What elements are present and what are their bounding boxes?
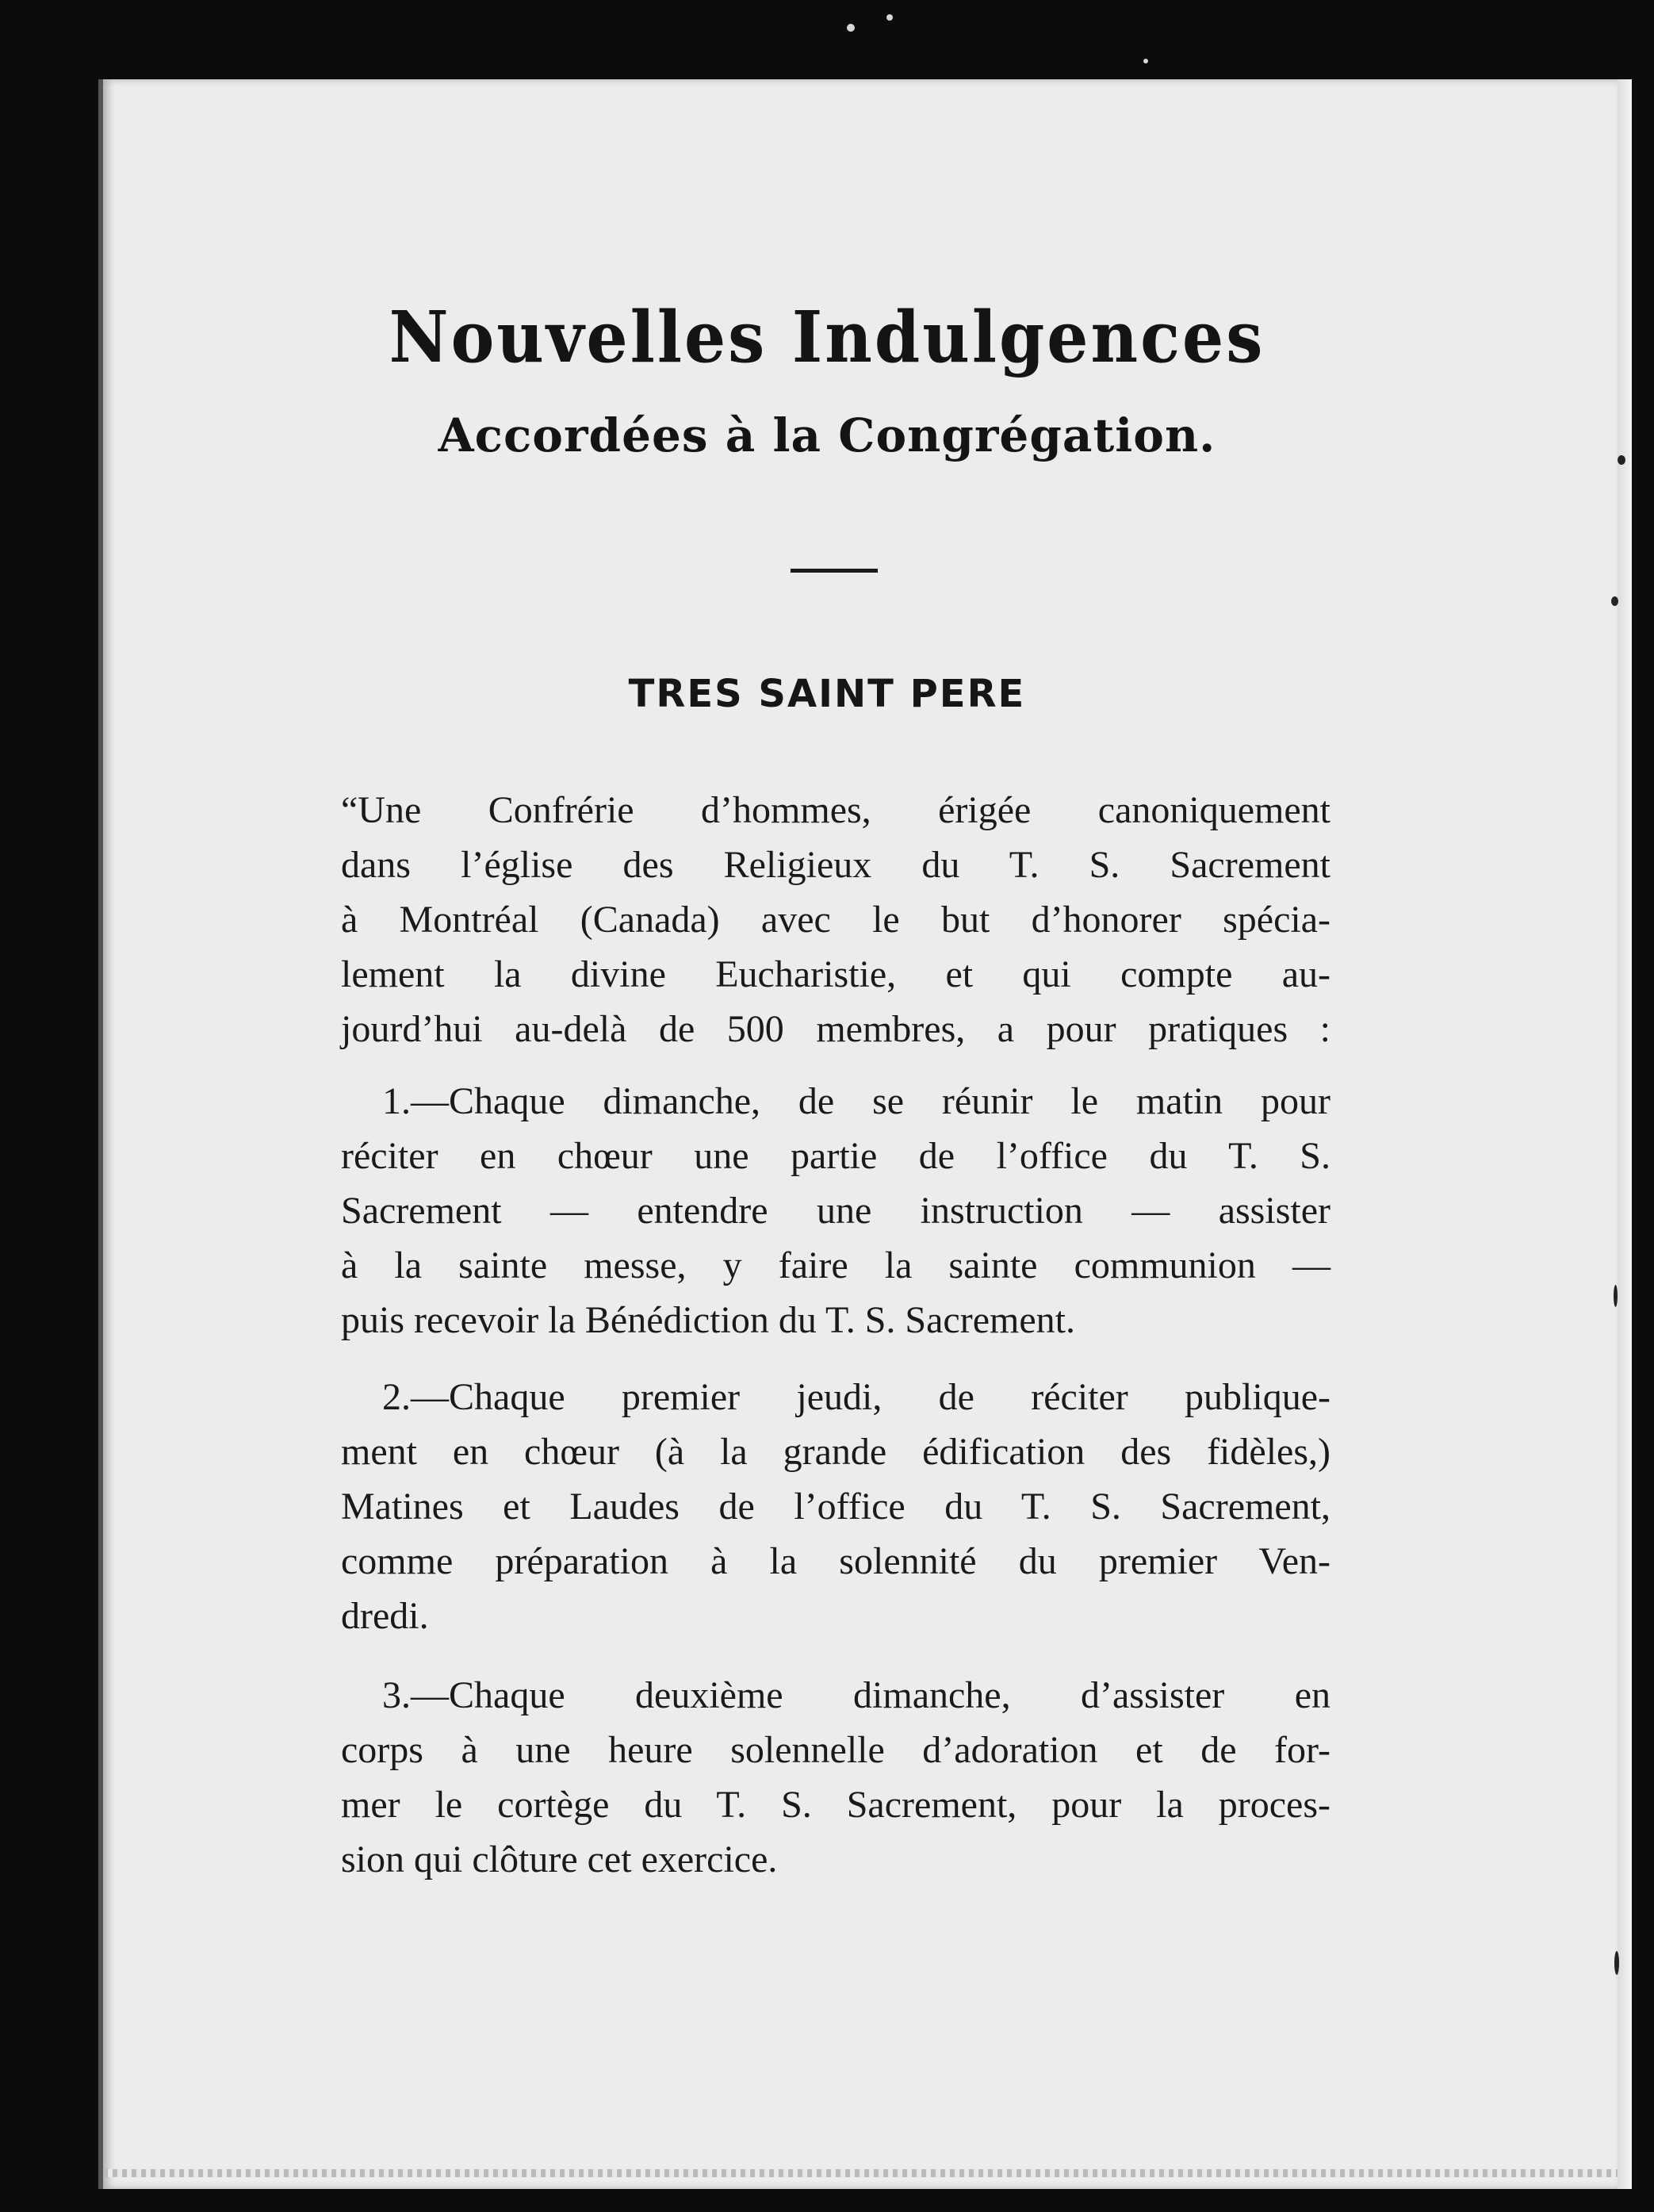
- paragraph-practice-2: [341, 1370, 1330, 1643]
- text-line: dans l’église des Religieux du T. S. Sacrement: [341, 844, 1330, 886]
- text-line: 3.—Chaque deuxième dimanche, d’assister en: [382, 1674, 1330, 1716]
- text-line: “Une Confrérie d’hommes, érigée canoniquement: [341, 789, 1330, 831]
- scan-dust-mark: [886, 14, 893, 21]
- section-heading: TRES SAINT PERE: [628, 672, 1026, 716]
- text-line: puis recevoir la Bénédiction du T. S. Sacrement.: [341, 1299, 1075, 1341]
- text-line: réciter en chœur une partie de l’office du T. S.: [341, 1135, 1330, 1177]
- text-line: à la sainte messe, y faire la sainte communion —: [341, 1244, 1330, 1286]
- text-line: dredi.: [341, 1595, 429, 1637]
- margin-speck: [1614, 1951, 1619, 1975]
- text-line: 1.—Chaque dimanche, de se réunir le matin pour: [382, 1080, 1330, 1122]
- section-divider: [791, 569, 878, 573]
- scan-dust-mark: [1143, 59, 1148, 63]
- text-line: comme préparation à la solennité du premier Ven-: [341, 1540, 1330, 1582]
- page-title: Nouvelles Indulgences: [389, 297, 1265, 379]
- paragraph-intro: [341, 783, 1330, 1056]
- text-line: jourd’hui au-delà de 500 membres, a pour pratiques :: [341, 1008, 1330, 1050]
- text-line: Matines et Laudes de l’office du T. S. Sacrement,: [341, 1486, 1330, 1528]
- text-line: 2.—Chaque premier jeudi, de réciter publique-: [382, 1376, 1330, 1418]
- text-line: ment en chœur (à la grande édification des fidèles,): [341, 1431, 1330, 1473]
- page-right-edge: [1618, 79, 1632, 2189]
- page-bottom-edge: [103, 2169, 1618, 2177]
- paragraph-practice-1: [341, 1074, 1330, 1348]
- paragraph-practice-3: [341, 1668, 1330, 1887]
- text-line: mer le cortège du T. S. Sacrement, pour la proces-: [341, 1784, 1330, 1826]
- text-line: à Montréal (Canada) avec le but d’honorer spécia-: [341, 899, 1330, 941]
- page-subtitle: Accordées à la Congrégation.: [438, 408, 1216, 462]
- scan-dust-mark: [847, 24, 855, 32]
- text-line: Sacrement — entendre une instruction — assister: [341, 1190, 1330, 1232]
- margin-speck: [1611, 596, 1618, 606]
- margin-speck: [1614, 1285, 1618, 1307]
- text-line: sion qui clôture cet exercice.: [341, 1838, 778, 1880]
- text-line: corps à une heure solennelle d’adoration et de for-: [341, 1729, 1330, 1771]
- text-line: lement la divine Eucharistie, et qui compte au-: [341, 953, 1330, 995]
